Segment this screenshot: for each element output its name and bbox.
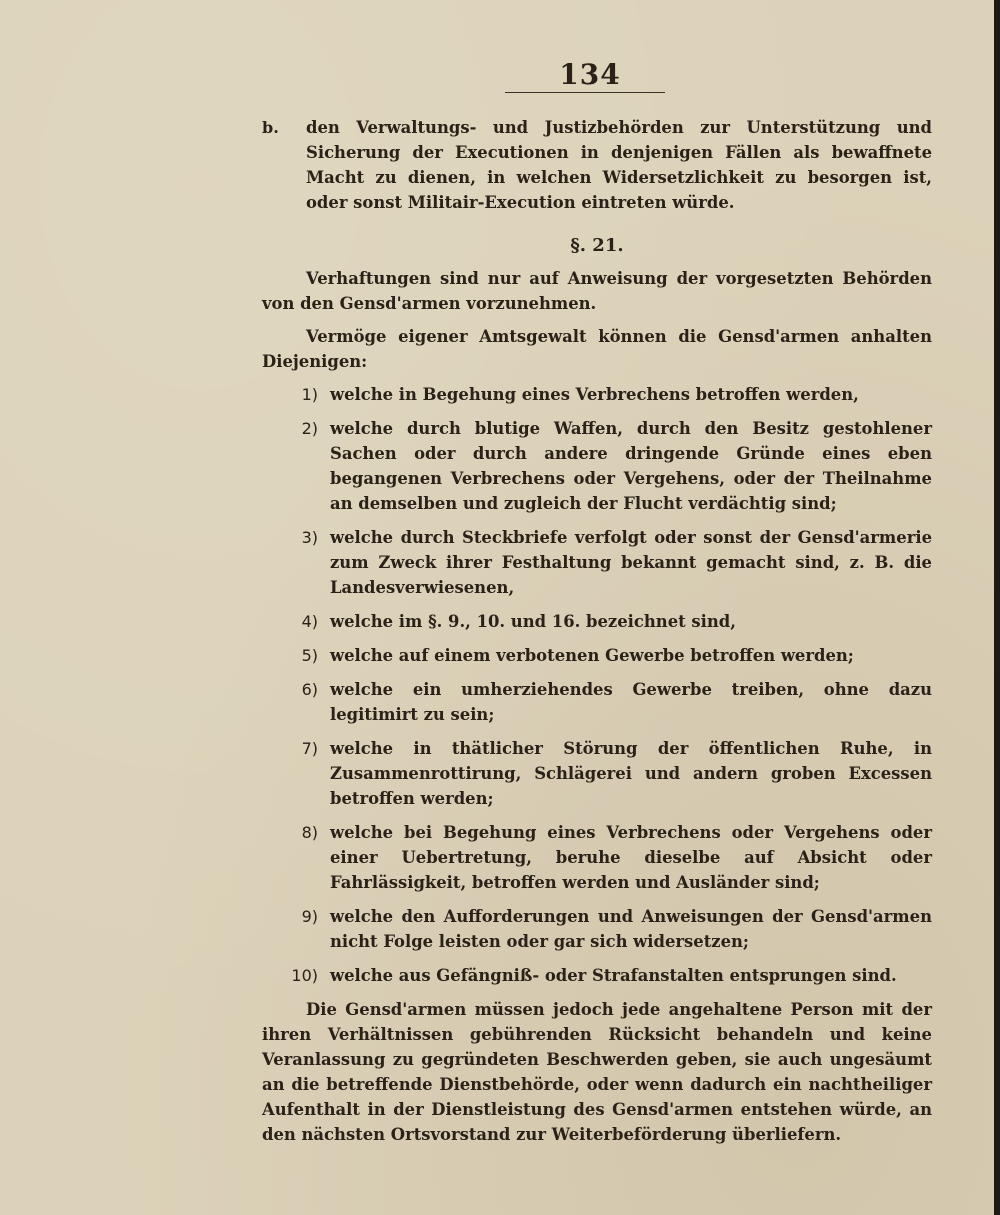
- item-number: 1): [301, 385, 318, 404]
- page-body: [262, 115, 932, 1155]
- item-number: 10): [291, 966, 318, 985]
- item-text: welche auf einem verbotenen Gewerbe betroffen werden;: [330, 646, 854, 665]
- page-edge-shadow: [994, 0, 1000, 1215]
- item-number: 5): [301, 646, 318, 665]
- item-number: 9): [301, 907, 318, 926]
- item-text: welche den Aufforderungen und Anweisungen der Gensd'armen nicht Folge leisten oder gar sich widersetzen;: [330, 907, 932, 951]
- list-item: [262, 416, 932, 516]
- item-text: welche bei Begehung eines Verbrechens oder Vergehens oder einer Uebertretung, beruhe dieselbe auf Absicht oder Fahrlässigkeit, betroffen werden und Ausländer sind;: [330, 823, 932, 892]
- paragraph-closing: Die Gensd'armen müssen jedoch jede angehaltene Person mit der ihren Verhältnissen gebührenden Rücksicht behandeln und keine Veranlassung zu gegründeten Beschwerden geben, sie auch ungesäumt an die betreffende Dienstbehörde, oder wenn dadurch ein nachtheiliger Aufenthalt in der Dienstleistung des Gensd'armen entstehen würde, an den nächsten Ortsvorstand zur Weiterbeförderung überliefern.: [262, 1000, 932, 1144]
- list-item: [262, 525, 932, 600]
- item-number: 3): [301, 528, 318, 547]
- list-item: [262, 963, 932, 988]
- item-number: 7): [301, 739, 318, 758]
- list-item: [262, 820, 932, 895]
- list-item: [262, 643, 932, 668]
- item-text: welche im §. 9., 10. und 16. bezeichnet sind,: [330, 612, 736, 631]
- item-number: 6): [301, 680, 318, 699]
- paragraph-authority: Vermöge eigener Amtsgewalt können die Gensd'armen anhalten Diejenigen:: [262, 327, 932, 371]
- item-text: welche in thätlicher Störung der öffentlichen Ruhe, in Zusammenrottirung, Schlägerei und andern groben Excessen betroffen werden;: [330, 739, 932, 808]
- item-text: welche in Begehung eines Verbrechens betroffen werden,: [330, 385, 859, 404]
- item-text: welche durch Steckbriefe verfolgt oder sonst der Gensd'armerie zum Zweck ihrer Festhaltung bekannt gemacht sind, z. B. die Landesverwiesenen,: [330, 528, 932, 597]
- item-marker: b.: [262, 118, 279, 137]
- item-number: 2): [301, 419, 318, 438]
- item-text: welche durch blutige Waffen, durch den Besitz gestohlener Sachen oder durch andere dringende Gründe eines eben begangenen Verbrechens oder Vergehens, oder der Theilnahme an demselben und zugleich der Flucht verdächtig sind;: [330, 419, 932, 513]
- section-heading: §. 21.: [570, 235, 624, 256]
- list-item: [262, 382, 932, 407]
- page-number-rule: [505, 92, 665, 93]
- item-text: welche aus Gefängniß- oder Strafanstalten entsprungen sind.: [330, 966, 897, 985]
- list-item: [262, 677, 932, 727]
- item-number: 4): [301, 612, 318, 631]
- item-text: welche ein umherziehendes Gewerbe treiben, ohne dazu legitimirt zu sein;: [330, 680, 932, 724]
- page-number: 134: [559, 58, 621, 91]
- paragraph-arrests: Verhaftungen sind nur auf Anweisung der vorgesetzten Behörden von den Gensd'armen vorzunehmen.: [262, 269, 932, 313]
- item-number: 8): [301, 823, 318, 842]
- list-item: [262, 904, 932, 954]
- list-item: [262, 609, 932, 634]
- list-item: [262, 736, 932, 811]
- list-item-b: [262, 115, 932, 215]
- item-text: den Verwaltungs- und Justizbehörden zur Unterstützung und Sicherung der Executionen in denjenigen Fällen als bewaffnete Macht zu dienen, in welchen Widersetzlichkeit zu besorgen ist, oder sonst Militair-Execution eintreten würde.: [306, 118, 932, 212]
